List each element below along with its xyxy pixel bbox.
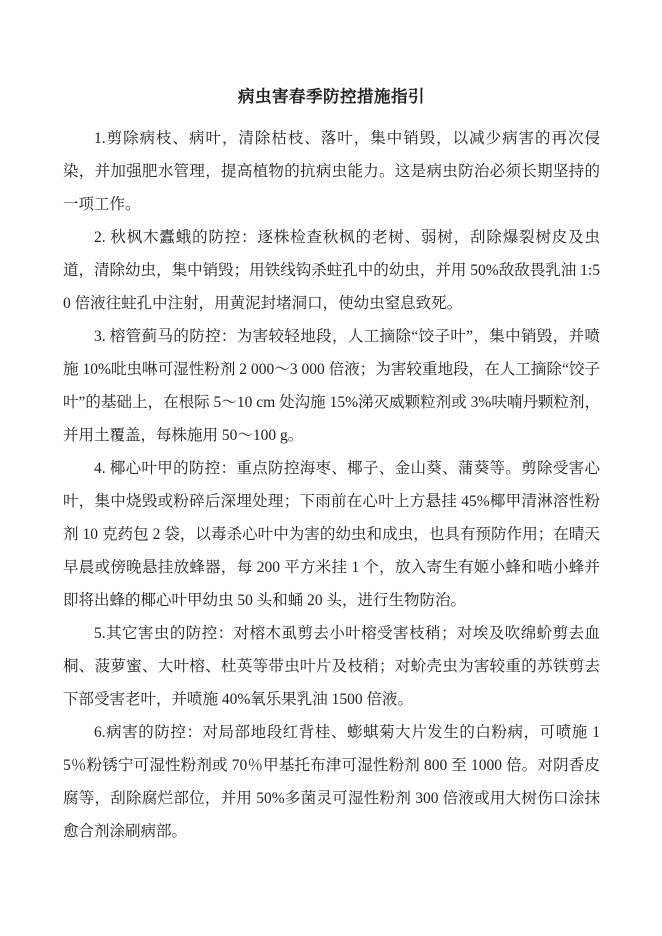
paragraph-5: 5.其它害虫的防控：对榕木虱剪去小叶榕受害枝稍；对埃及吹绵蚧剪去血桐、菠萝蜜、大叶榕、杜英等带虫叶片及枝稍；对蚧壳虫为害较重的苏铁剪去下部受害老叶，并喷施 40%氧乐果乳油 1500 倍液。 [63,625,600,708]
paragraph-3: 3. 榕管蓟马的防控：为害较轻地段，人工摘除“饺子叶”，集中销毁，并喷施 10%吡虫啉可湿性粉剂 2 000～3 000 倍液；为害较重地段，在人工摘除“饺子叶”的基础上，在根际 5～10 cm 处沟施 15%涕灭威颗粒剂或 3%呋喃丹颗粒剂，并用土覆盖，每株施用 50～100 g。 [63,328,600,444]
paragraph-1: 1.剪除病枝、病叶，清除枯枝、落叶，集中销毁，以减少病害的再次侵染，并加强肥水管理，提高植物的抗病虫能力。这是病虫防治必须长期坚持的一项工作。 [63,130,600,213]
paragraph-6: 6.病害的防控：对局部地段红背桂、蟛蜞菊大片发生的白粉病，可喷施 15％粉锈宁可湿性粉剂或 70％甲基托布津可湿性粉剂 800 至 1000 倍。对阴香皮腐等，刮除腐烂部位，并用 50%多菌灵可湿性粉剂 300 倍液或用大树伤口涂抹愈合剂涂刷病部。 [63,724,600,840]
page-title: 病虫害春季防控措施指引 [238,87,425,106]
paragraph-2: 2. 秋枫木蠹蛾的防控：逐株检查秋枫的老树、弱树，刮除爆裂树皮及虫道，清除幼虫，集中销毁；用铁线钩杀蛀孔中的幼虫，并用 50%敌敌畏乳油 1:50 倍液往蛀孔中注射，用黄泥封堵洞口，使幼虫窒息致死。 [63,229,600,312]
paragraph-4: 4. 椰心叶甲的防控：重点防控海枣、椰子、金山葵、蒲葵等。剪除受害心叶，集中烧毁或粉碎后深埋处理；下雨前在心叶上方悬挂 45%椰甲清淋溶性粉剂 10 克药包 2 袋，以毒杀心叶中为害的幼虫和成虫，也具有预防作用；在晴天早晨或傍晚悬挂放蜂器，每 200 平方米挂 1 个，放入寄生有姬小蜂和啮小蜂并即将出蜂的椰心叶甲幼虫 50 头和蛹 20 头，进行生物防治。 [63,460,600,609]
